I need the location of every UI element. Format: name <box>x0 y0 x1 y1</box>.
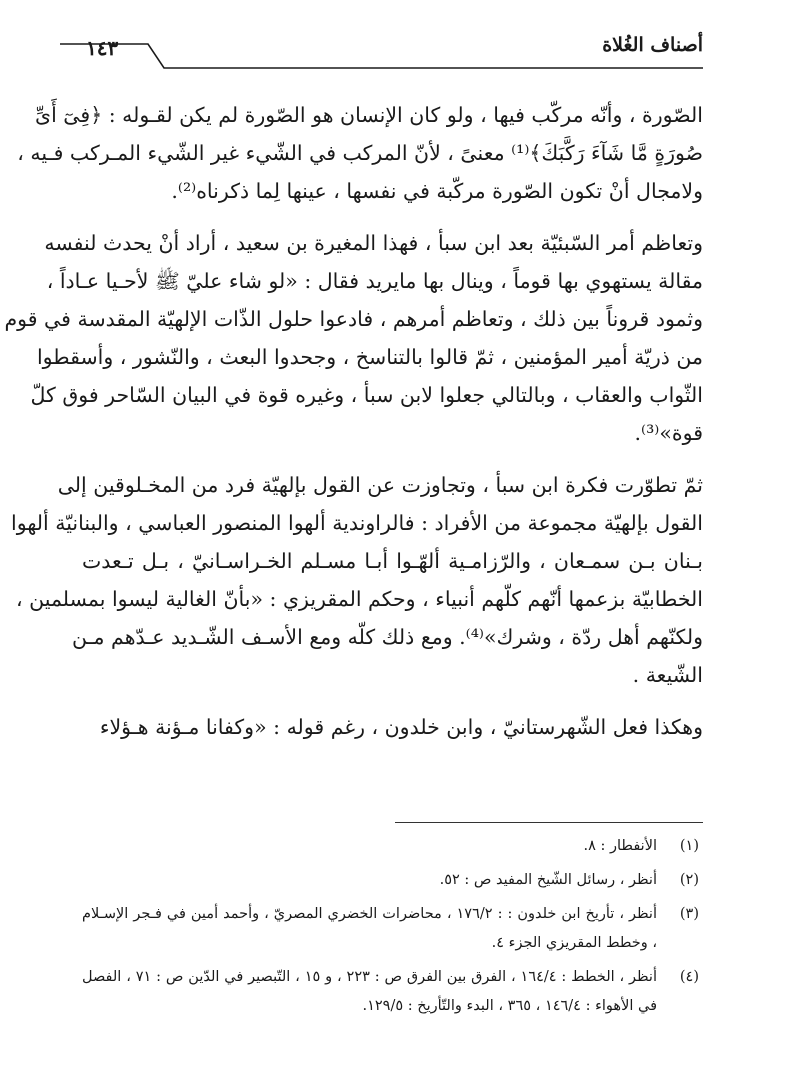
text-line: صُورَةٍ مَّا شَآءَ رَكَّبَكَ﴾⁽¹⁾ معنىً ، لأنّ المركب في الشّيء غير الشّيء المـركب فـيه ، <box>17 141 703 165</box>
text-line: من ذريّة أمير المؤمنين ، ثمّ قالوا بالتناسخ ، وجحدوا البعث ، والنّشور ، وأسقطوا <box>36 345 703 369</box>
footnote <box>82 866 703 895</box>
text-line: مقالة يستهوي بها قوماً ، وينال بها مايريد فقال : «لو شاء عليّ ﷺ لأحـيا عـاداً ، <box>46 269 703 293</box>
text-line: ثمّ تطوّرت فكرة ابن سبأ ، وتجاوزت عن القول بإلهيّة فرد من المخـلوقين إلى <box>57 473 703 497</box>
paragraph <box>82 708 703 746</box>
text-line: وهكذا فعل الشّهرستانيّ ، وابن خلدون ، رغم قوله : «وكفانا مـؤنة هـؤلاء <box>99 715 703 739</box>
footnote <box>82 963 703 1021</box>
footnote <box>82 832 703 861</box>
text-line: الثّواب والعقاب ، وبالتالي جعلوا لابن سبأ ، وغيره قوة في البيان السّاحر فوق كلّ <box>30 383 703 407</box>
paragraph <box>17 96 703 210</box>
paragraph <box>4 224 703 452</box>
footnotes <box>82 832 703 1026</box>
text-line: القول بإلهيّة مجموعة من الأفراد : فالراوندية ألهوا المنصور العباسي ، والبنانيّة ألهوا <box>11 511 703 535</box>
text-line: وتعاظم أمر السّبئيّة بعد ابن سبأ ، فهذا المغيرة بن سعيد ، أراد أنْ يحدث لنفسه <box>44 231 703 255</box>
page-header <box>60 28 703 72</box>
text-line: الصّورة ، وأنّه مركّب فيها ، ولو كان الإنسان هو الصّورة لم يكن لقـوله : ﴿فِىٓ أَىِّ <box>35 103 703 127</box>
footnote-number: (١) <box>679 838 699 854</box>
footnote-number: (٣) <box>679 906 699 922</box>
paragraph <box>11 466 703 694</box>
footnote-text: أنظر ، الخطط : ١٦٤/٤ ، الفرق بين الفرق ص : ٢٢٣ ، و ١٥ ، التّبصير في الدّين ص : ٧١ ، الفصل في الأهواء : ١٤٦/٤ ، ٣٦٥ ، البدء والتّأريخ : ١٢٩/٥. <box>82 969 657 1014</box>
footnote-text: الأنفطار : ٨. <box>583 838 657 854</box>
main-text <box>4 96 703 760</box>
footnote-divider <box>395 822 703 823</box>
footnote <box>82 900 703 958</box>
text-line: ولكنّهم أهل ردّة ، وشرك»⁽⁴⁾. ومع ذلك كلّه ومع الأسـف الشّـديد عـدّهم مـن <box>71 625 703 649</box>
page-number: ١٤٣ <box>86 36 119 60</box>
text-line: قوة»⁽³⁾. <box>634 421 703 445</box>
footnote-number: (٤) <box>679 969 699 985</box>
text-line: بـنان بـن سمـعان ، والرّزامـية ألهّـوا أبـا مسـلم الخـراسـانيّ ، بـل تـعدت <box>82 549 703 573</box>
text-line: ولامجال أنْ تكون الصّورة مركّبة في نفسها ، عينها لِما ذكرناه⁽²⁾. <box>171 179 703 203</box>
text-line: الخطابيّة بزعمها أنّهم كلّهم أنبياء ، وحكم المقريزي : «بأنّ الغالية ليسوا بمسلمين ، <box>16 587 703 611</box>
running-title: أصناف الغُلاة <box>602 34 703 56</box>
text-line: الشّيعة . <box>632 663 703 687</box>
footnote-text: أنظر ، رسائل الشّيخ المفيد ص : ٥٢. <box>439 872 657 888</box>
footnote-text: أنظر ، تأريخ ابن خلدون : : ١٧٦/٢ ، محاضرات الخضري المصريّ ، وأحمد أمين في فـجر الإسـلام ، وخطط المقريزي الجزء ٤. <box>82 906 657 951</box>
text-line: وثمود قروناً بين ذلك ، وتعاظم أمرهم ، فادعوا حلول الذّات الإلهيّة المقدسة في قوم <box>4 307 703 331</box>
footnote-number: (٢) <box>679 872 699 888</box>
